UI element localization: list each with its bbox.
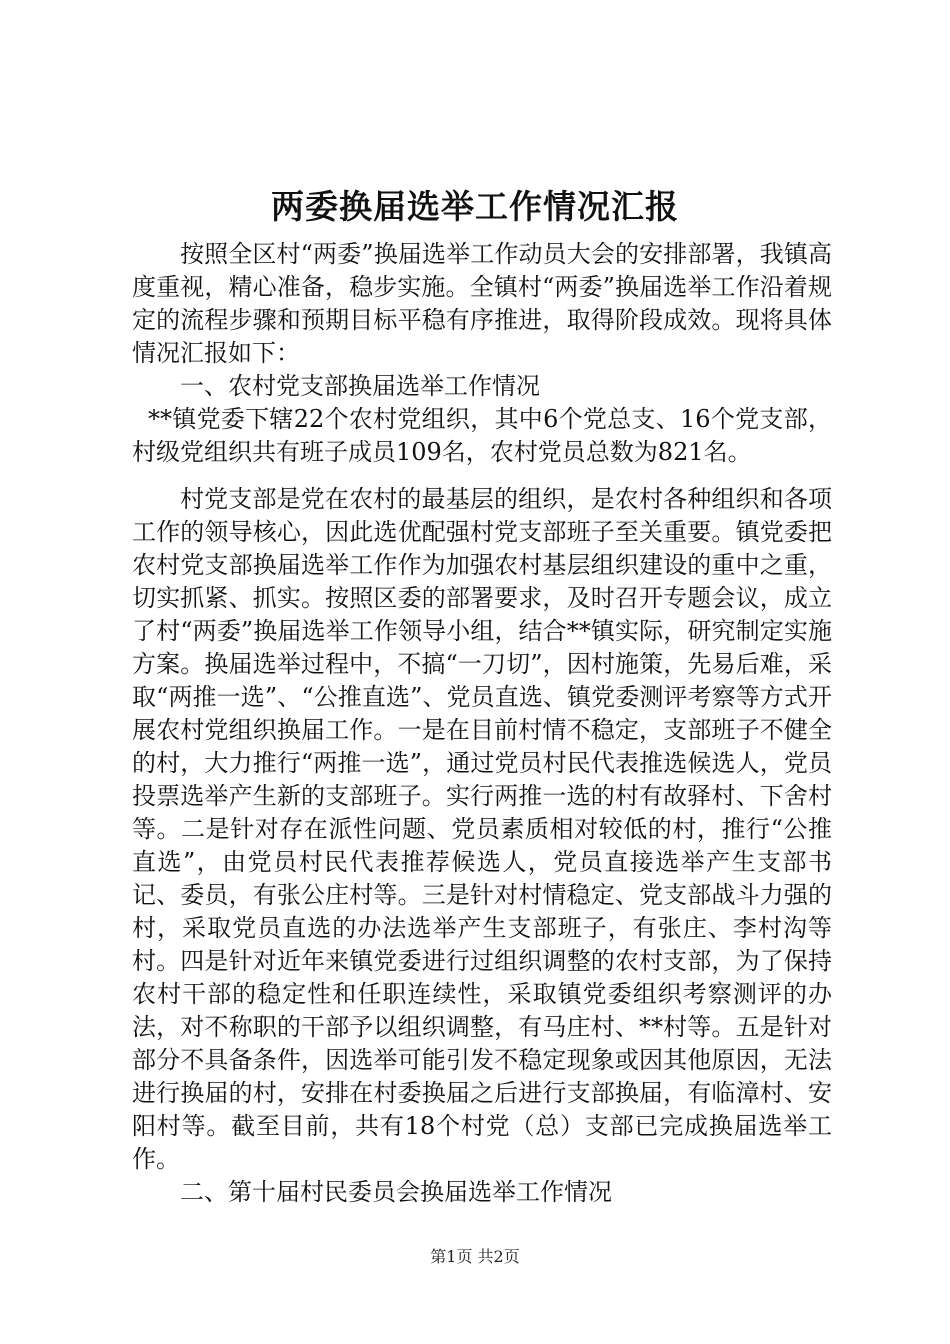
section-1-stats-paragraph: **镇党委下辖22个农村党组织，其中6个党总支、16个党支部，村级党组织共有班子成员109名，农村党员总数为821名。	[132, 405, 832, 466]
section-1-body-paragraph: 村党支部是党在农村的最基层的组织，是农村各种组织和各项工作的领导核心，因此选优配强村党支部班子至关重要。镇党委把农村党支部换届选举工作作为加强农村基层组织建设的重中之重，切实抓紧、抓实。按照区委的部署要求，及时召开专题会议，成立了村“两委”换届选举工作领导小组，结合**镇实际，研究制定实施方案。换届选举过程中，不搞“一刀切”，因村施策，先易后难，采取“两推一选”、“公推直选”、党员直选、镇党委测评考察等方式开展农村党组织换届工作。一是在目前村情不稳定，支部班子不健全的村，大力推行“两推一选”，通过党员村民代表推选候选人，党员投票选举产生新的支部班子。实行两推一选的村有故驿村、下舍村等。二是针对存在派性问题、党员素质相对较低的村，推行“公推直选”，由党员村民代表推荐候选人，党员直接选举产生支部书记、委员，有张公庄村等。三是针对村情稳定、党支部战斗力强的村，采取党员直选的办法选举产生支部班子，有张庄、李村沟等村。四是针对近年来镇党委进行过组织调整的农村支部，为了保持农村干部的稳定性和任职连续性，采取镇党委组织考察测评的办法，对不称职的干部予以组织调整，有马庄村、**村等。五是针对部分不具备条件，因选举可能引发不稳定现象或因其他原因，无法进行换届的村，安排在村委换届之后进行支部换届，有临漳村、安阳村等。截至目前，共有18个村党（总）支部已完成换届选举工作。	[132, 485, 832, 1173]
section-1-heading: 一、农村党支部换届选举工作情况	[180, 372, 540, 400]
intro-paragraph: 按照全区村“两委”换届选举工作动员大会的安排部署，我镇高度重视，精心准备，稳步实施。全镇村“两委”换届选举工作沿着规定的流程步骤和预期目标平稳有序推进，取得阶段成效。现将具体情况汇报如下：	[132, 240, 832, 367]
section-2-heading: 二、第十届村民委员会换届选举工作情况	[180, 1178, 612, 1206]
document-title: 两委换届选举工作情况汇报	[271, 187, 679, 226]
document-body	[132, 238, 832, 1209]
page-number-footer: 第1页 共2页	[430, 1247, 520, 1266]
